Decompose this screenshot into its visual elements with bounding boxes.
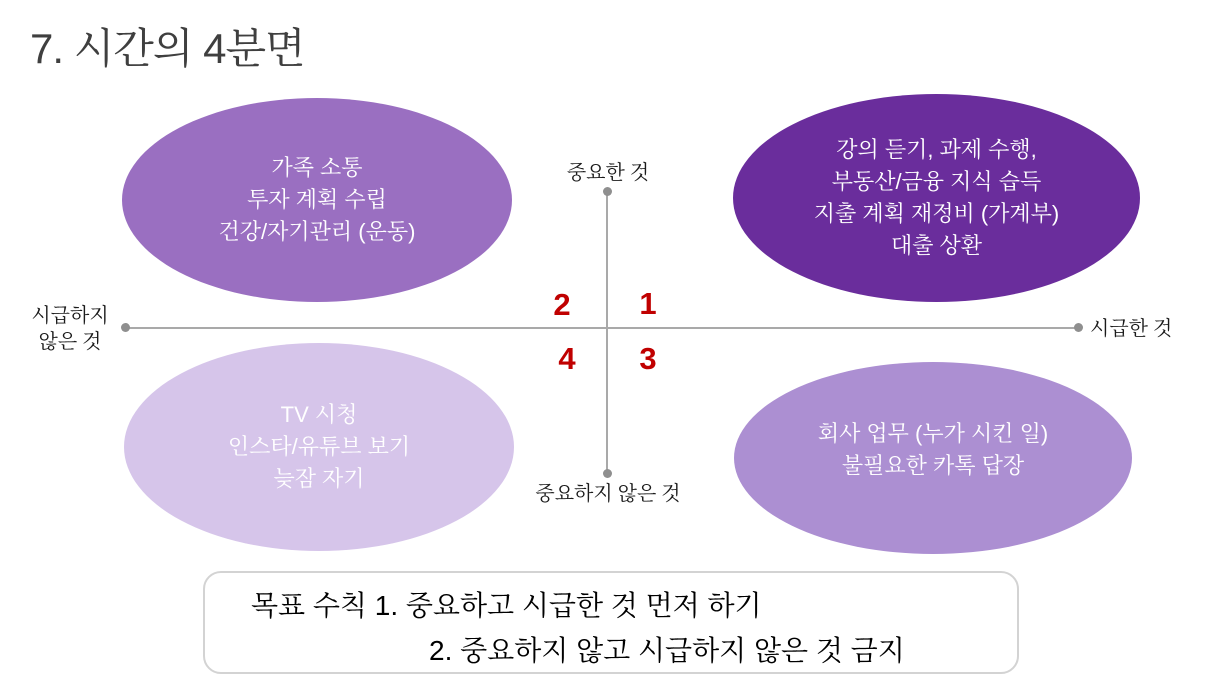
quadrant-number-1: 1 xyxy=(639,286,657,321)
ellipse-line: 투자 계획 수립 xyxy=(247,187,387,212)
ellipse-important-not-urgent xyxy=(122,98,512,302)
axis-endpoint-dot-bottom xyxy=(603,469,612,478)
ellipse-not-important-not-urgent xyxy=(124,343,514,551)
ellipse-line: 가족 소통 xyxy=(271,155,363,180)
axis-label-important: 중요한 것 xyxy=(566,162,650,184)
ellipse-line: 인스타/유튜브 보기 xyxy=(227,434,411,459)
axis-label-not-urgent-line2: 않은 것 xyxy=(38,331,102,353)
goal-rule-1: 목표 수칙 1. 중요하고 시급한 것 먼저 하기 xyxy=(251,590,762,621)
ellipse-line: 강의 듣기, 과제 수행, xyxy=(836,137,1037,162)
horizontal-axis-line xyxy=(125,327,1080,329)
ellipse-line: 회사 업무 (누가 시킨 일) xyxy=(817,421,1049,446)
goal-rule-2: 2. 중요하지 않고 시급하지 않은 것 금지 xyxy=(429,635,905,666)
ellipse-not-important-urgent xyxy=(734,362,1132,554)
quadrant-number-4: 4 xyxy=(558,341,576,376)
page-title: 7. 시간의 4분면 xyxy=(30,25,305,72)
ellipse-line: TV 시청 xyxy=(280,402,358,427)
axis-label-not-urgent xyxy=(14,303,126,355)
axis-label-not-important: 중요하지 않은 것 xyxy=(535,483,681,505)
ellipse-line: 건강/자기관리 (운동) xyxy=(218,219,416,244)
ellipse-line: 대출 상환 xyxy=(890,233,983,258)
axis-endpoint-dot-right xyxy=(1074,323,1083,332)
vertical-axis-line xyxy=(606,191,608,475)
ellipse-line: 부동산/금융 지식 습득 xyxy=(831,169,1042,194)
quadrant-number-2: 2 xyxy=(553,287,571,322)
goal-rules-box xyxy=(203,571,1019,674)
quadrant-number-3: 3 xyxy=(639,341,657,376)
ellipse-important-urgent xyxy=(733,94,1140,302)
axis-label-not-urgent-line1: 시급하지 xyxy=(31,305,109,327)
ellipse-line: 늦잠 자기 xyxy=(273,466,365,491)
ellipse-line: 지출 계획 재정비 (가계부) xyxy=(813,201,1060,226)
axis-endpoint-dot-top xyxy=(603,187,612,196)
ellipse-line: 불필요한 카톡 답장 xyxy=(841,453,1025,478)
axis-label-urgent: 시급한 것 xyxy=(1090,318,1173,340)
